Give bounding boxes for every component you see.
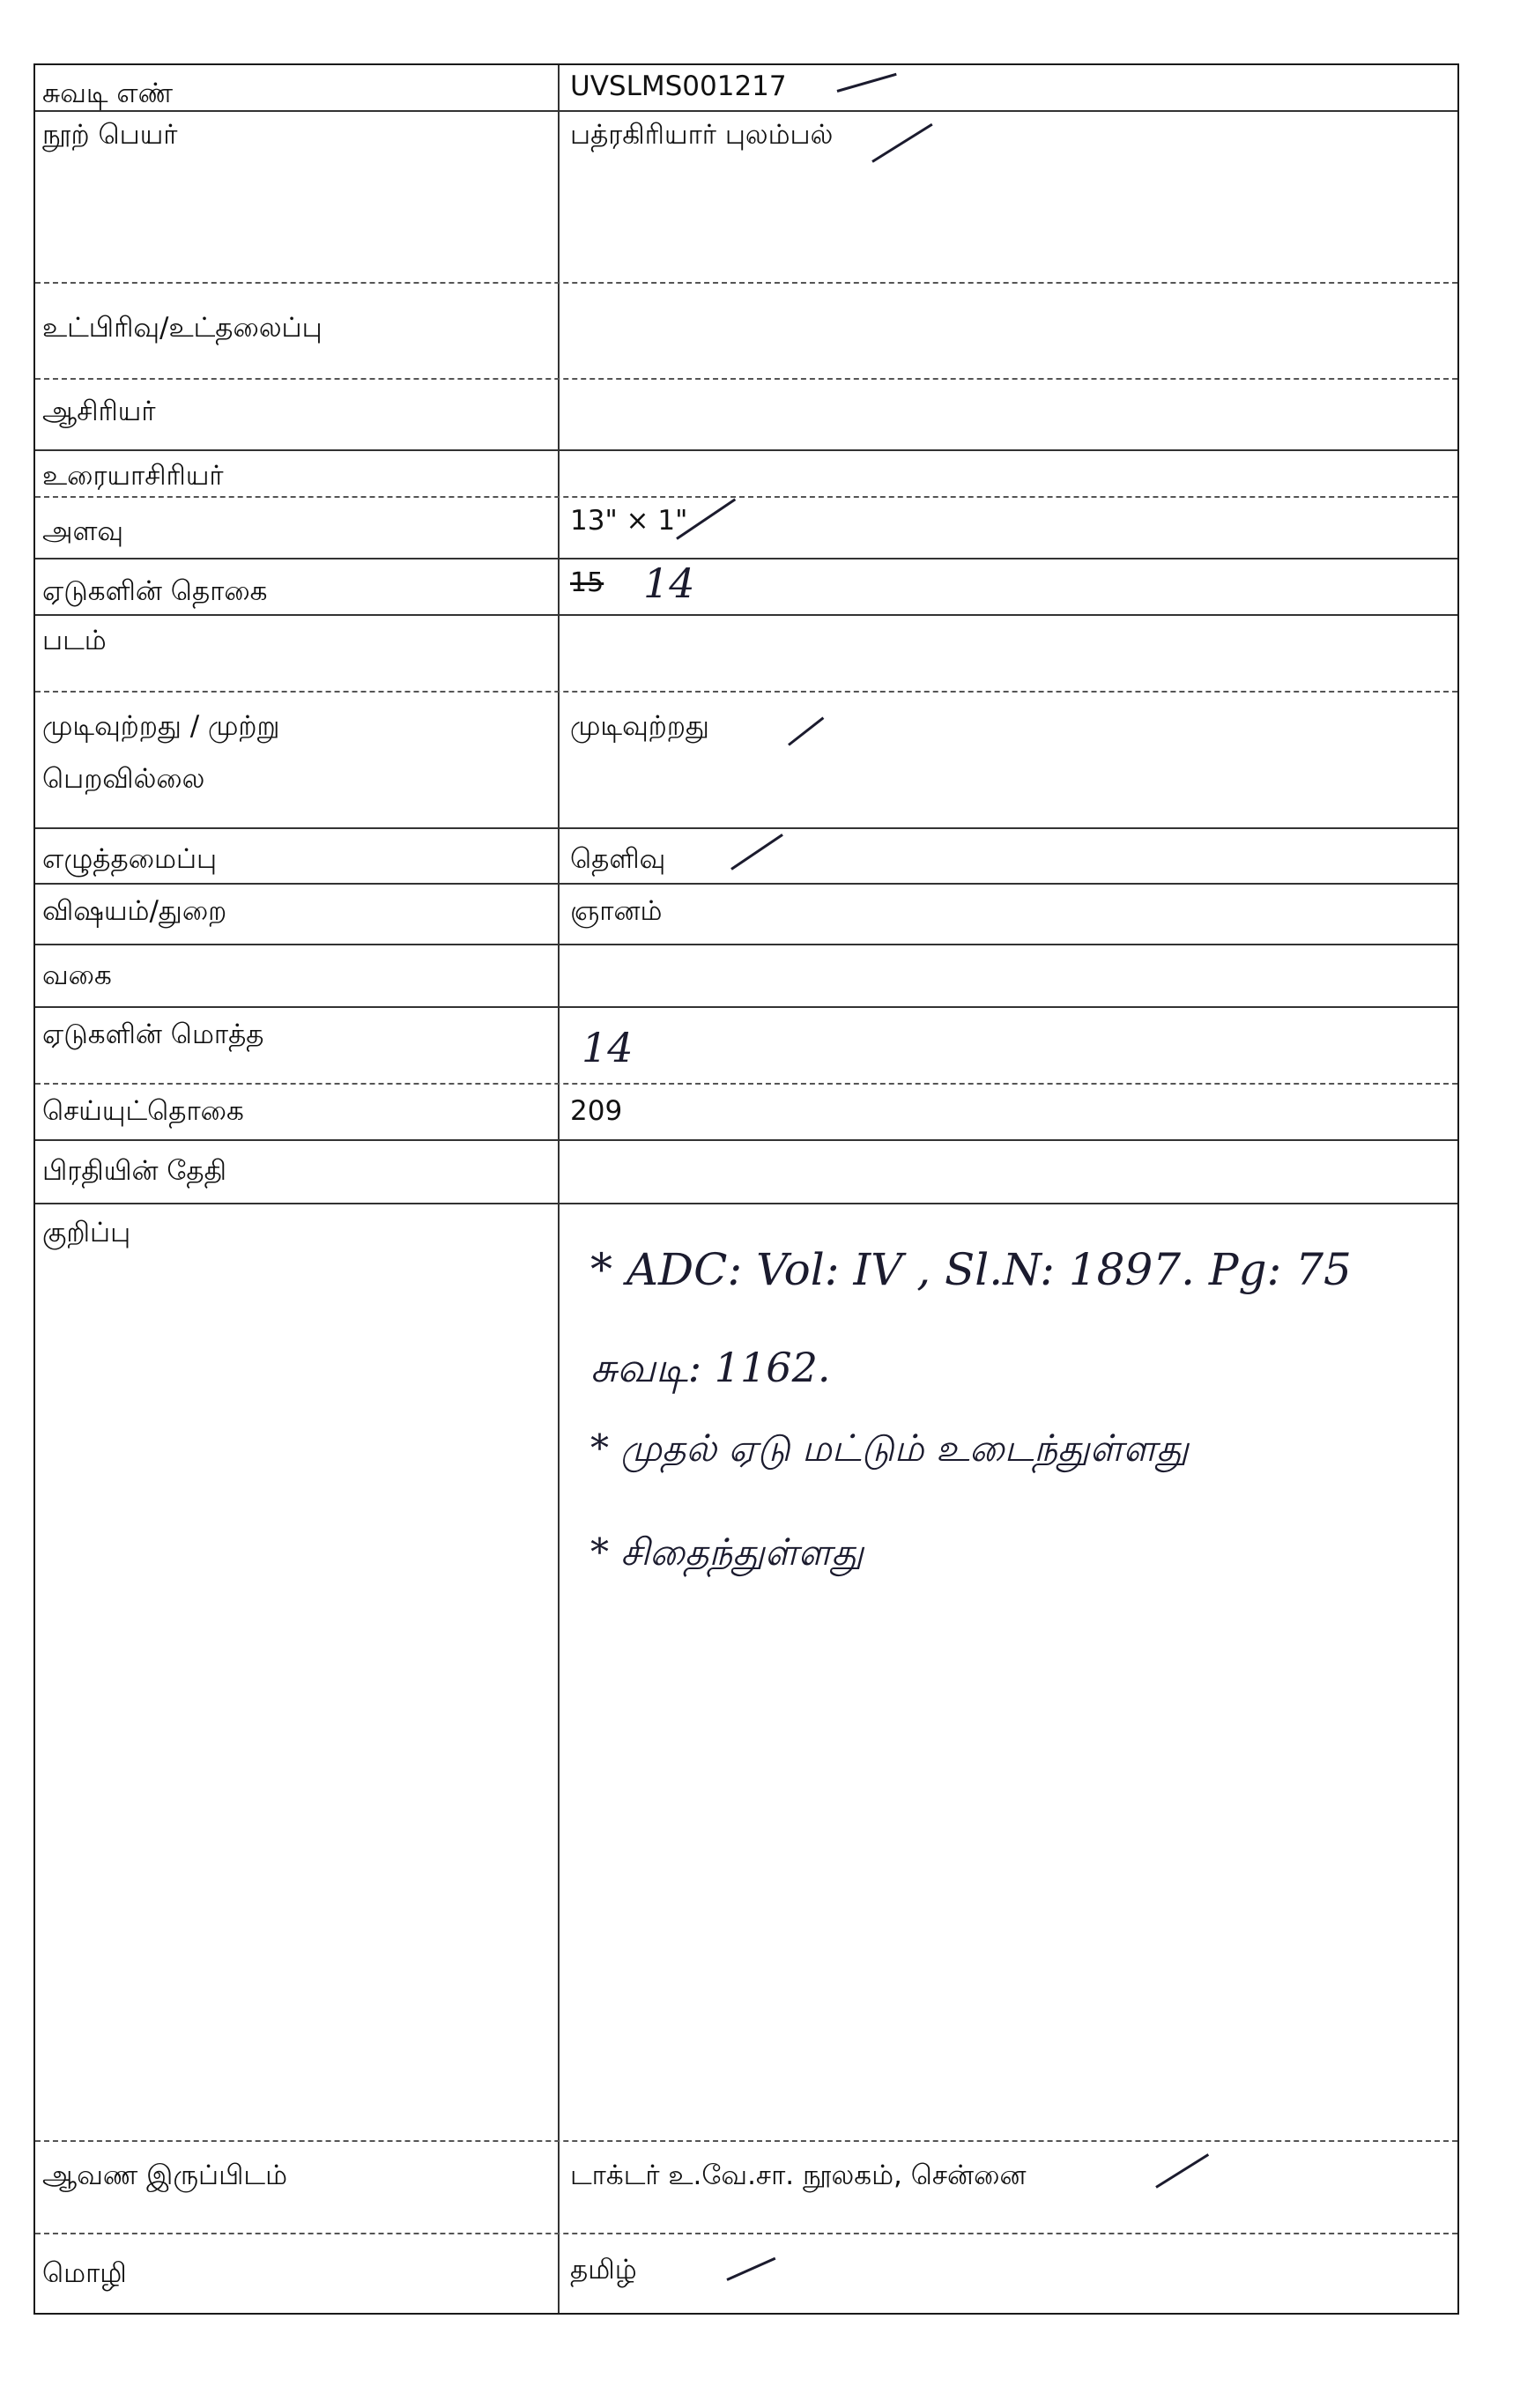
check-mark-icon xyxy=(730,834,783,871)
label-picture: படம் xyxy=(42,625,107,656)
label-language: மொழி xyxy=(42,2257,127,2289)
row-commentator xyxy=(35,451,1457,498)
notes-handwritten-line-4: * சிதைந்துள்ளது xyxy=(590,1530,864,1574)
row-notes xyxy=(35,1204,1457,2142)
label-commentator: உரையாசிரியர் xyxy=(42,460,224,492)
row-title xyxy=(35,112,1457,284)
notes-handwritten-line-1: * ADC: Vol: IV , Sl.N: 1897. Pg: 75 xyxy=(590,1244,1352,1295)
notes-handwritten-line-2: சுவடி: 1162. xyxy=(590,1344,831,1391)
value-size: 13" × 1" xyxy=(570,505,688,537)
label-script: எழுத்தமைப்பு xyxy=(42,843,218,875)
row-manuscript-no xyxy=(35,65,1457,112)
row-language xyxy=(35,2234,1457,2312)
label-title: நூற் பெயர் xyxy=(42,119,178,151)
check-mark-icon xyxy=(726,2257,775,2281)
value-leaf-count-handwritten: 14 xyxy=(643,559,695,607)
label-size: அளவு xyxy=(42,515,124,547)
label-manuscript-no: சுவடி எண் xyxy=(42,78,174,109)
label-total-leaves: ஏடுகளின் மொத்த xyxy=(42,1019,264,1050)
check-mark-icon xyxy=(788,717,824,746)
value-total-leaves-handwritten: 14 xyxy=(582,1024,634,1071)
row-total-leaves xyxy=(35,1008,1457,1085)
value-archive: டாக்டர் உ.வே.சா. நூலகம், சென்னை xyxy=(570,2160,1027,2191)
row-subtitle xyxy=(35,284,1457,380)
label-subject: விஷயம்/துறை xyxy=(42,895,227,927)
value-script: தெளிவு xyxy=(570,843,666,875)
row-archive xyxy=(35,2142,1457,2234)
row-picture xyxy=(35,616,1457,693)
check-mark-icon xyxy=(1155,2153,1209,2189)
notes-handwritten-line-3: * முதல் ஏடு மட்டும் உடைந்துள்ளது xyxy=(590,1426,1189,1470)
label-copy-date: பிரதியின் தேதி xyxy=(42,1155,227,1187)
row-leaf-count xyxy=(35,559,1457,616)
value-language: தமிழ் xyxy=(570,2254,637,2286)
row-copy-date xyxy=(35,1141,1457,1204)
label-author: ஆசிரியர் xyxy=(42,396,156,427)
row-author xyxy=(35,380,1457,451)
label-completeness-line1: முடிவுற்றது / முற்று xyxy=(42,710,280,742)
label-leaf-count: ஏடுகளின் தொகை xyxy=(42,575,268,607)
value-manuscript-no: UVSLMS001217 xyxy=(570,70,787,102)
value-leaf-count-struck: 15 xyxy=(570,567,604,598)
row-subject xyxy=(35,885,1457,945)
row-size xyxy=(35,498,1457,559)
value-verse-count: 209 xyxy=(570,1095,623,1127)
check-mark-icon xyxy=(871,123,932,163)
value-title: பத்ரகிரியார் புலம்பல் xyxy=(570,119,834,151)
row-category xyxy=(35,945,1457,1008)
label-notes: குறிப்பு xyxy=(42,1217,131,1248)
label-completeness-line2: பெறவில்லை xyxy=(42,763,205,795)
value-completeness: முடிவுற்றது xyxy=(570,710,709,742)
label-subtitle: உட்பிரிவு/உட்தலைப்பு xyxy=(42,312,323,344)
row-completeness xyxy=(35,693,1457,829)
catalogue-form-table xyxy=(33,63,1459,2315)
label-archive: ஆவண இருப்பிடம் xyxy=(42,2160,288,2191)
value-subject: ஞானம் xyxy=(570,895,663,927)
check-mark-icon xyxy=(837,73,897,93)
row-verse-count xyxy=(35,1085,1457,1141)
label-category: வகை xyxy=(42,959,112,991)
row-script xyxy=(35,829,1457,885)
label-verse-count: செய்யுட்தொகை xyxy=(42,1095,244,1127)
